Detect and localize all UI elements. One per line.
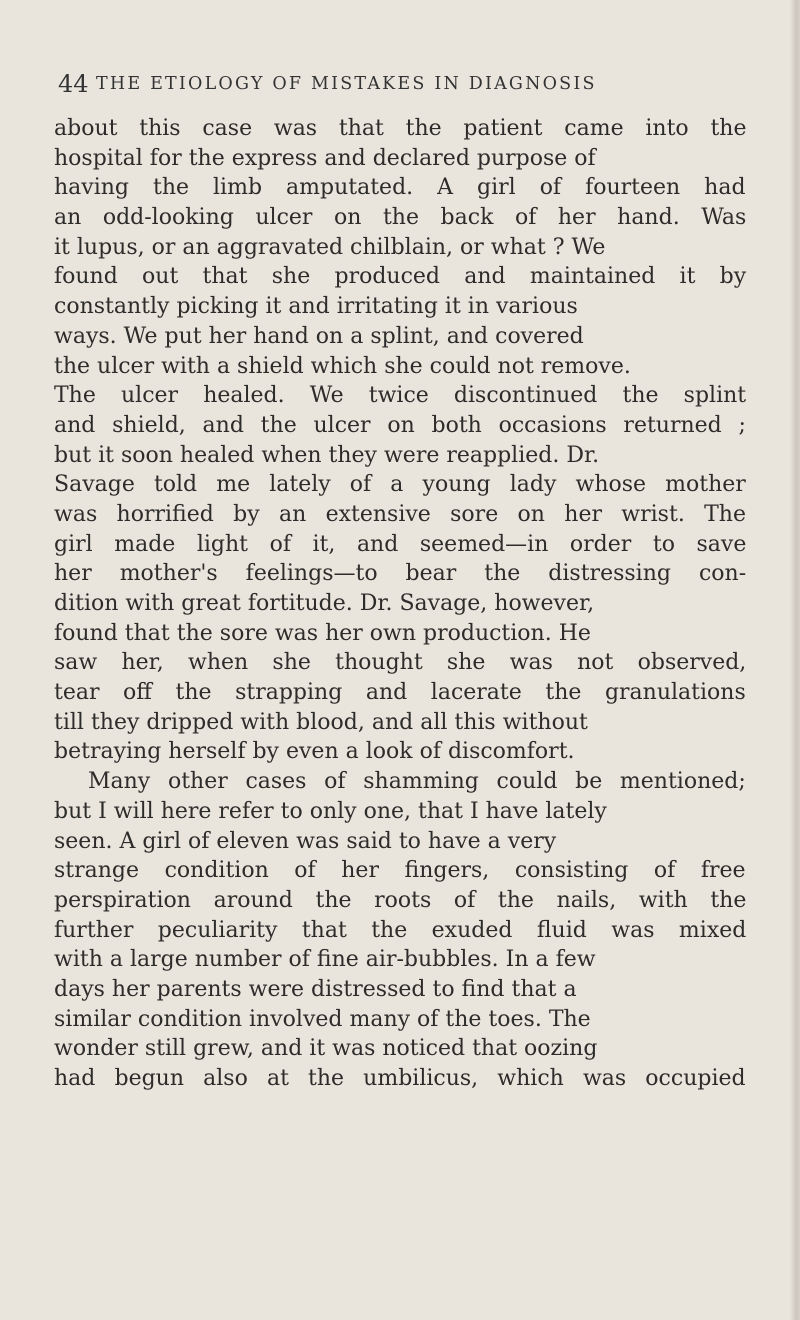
text-line: was horrified by an extensive sore on her wrist. The bbox=[54, 501, 746, 527]
text-line: found out that she produced and maintained it by bbox=[54, 264, 747, 290]
text-line: saw her, when she thought she was not observed, bbox=[54, 650, 747, 676]
text-line: betraying herself by even a look of discomfort. bbox=[54, 739, 575, 765]
page-number: 44 bbox=[58, 70, 89, 98]
text-line: hospital for the express and declared purpose of bbox=[54, 145, 596, 171]
text-line: about this case was that the patient came into the bbox=[54, 116, 747, 141]
text-line: Savage told me lately of a young lady whose mother bbox=[54, 472, 746, 498]
text-line: girl made light of it, and seemed—in order to save bbox=[54, 531, 747, 557]
text-line: her mother's feelings—to bear the distressing con- bbox=[54, 561, 747, 587]
paragraph-start-line: Many other cases of shamming could be mentioned; bbox=[88, 769, 746, 795]
text-line: with a large number of fine air-bubbles. In a few bbox=[54, 947, 596, 973]
text-line: similar condition involved many of the toes. The bbox=[54, 1006, 591, 1032]
text-line: wonder still grew, and it was noticed that oozing bbox=[54, 1036, 598, 1062]
text-line: strange condition of her fingers, consisting of free bbox=[54, 858, 746, 884]
page-header bbox=[58, 70, 748, 106]
text-line: seen. A girl of eleven was said to have a very bbox=[54, 828, 557, 854]
text-line: found that the sore was her own production. He bbox=[54, 620, 591, 646]
text-line: dition with great fortitude. Dr. Savage, however, bbox=[54, 591, 595, 616]
text-line: The ulcer healed. We twice discontinued the splint bbox=[54, 383, 747, 409]
text-line: tear off the strapping and lacerate the granulations bbox=[54, 680, 746, 706]
text-line: and shield, and the ulcer on both occasions returned ; bbox=[54, 412, 746, 438]
text-line: the ulcer with a shield which she could not remove. bbox=[54, 353, 631, 379]
text-line: but I will here refer to only one, that I have lately bbox=[54, 798, 607, 824]
text-line: days her parents were distressed to find that a bbox=[54, 976, 577, 1002]
text-line: till they dripped with blood, and all this without bbox=[54, 709, 588, 735]
text-line: further peculiarity that the exuded fluid was mixed bbox=[54, 917, 747, 943]
text-line: it lupus, or an aggravated chilblain, or what ? We bbox=[54, 234, 606, 260]
text-line: constantly picking it and irritating it in various bbox=[54, 294, 578, 320]
text-line: having the limb amputated. A girl of fourteen had bbox=[54, 175, 746, 201]
text-line: ways. We put her hand on a splint, and covered bbox=[54, 323, 584, 349]
text-line: had begun also at the umbilicus, which was occupied bbox=[54, 1066, 746, 1091]
running-head: THE ETIOLOGY OF MISTAKES IN DIAGNOSIS bbox=[96, 74, 597, 94]
text-line: perspiration around the roots of the nails, with the bbox=[54, 887, 747, 913]
body-text bbox=[54, 114, 754, 1094]
text-line: but it soon healed when they were reapplied. Dr. bbox=[54, 442, 600, 468]
page-edge-shadow bbox=[790, 0, 800, 1320]
text-line: an odd-looking ulcer on the back of her hand. Was bbox=[54, 205, 747, 231]
